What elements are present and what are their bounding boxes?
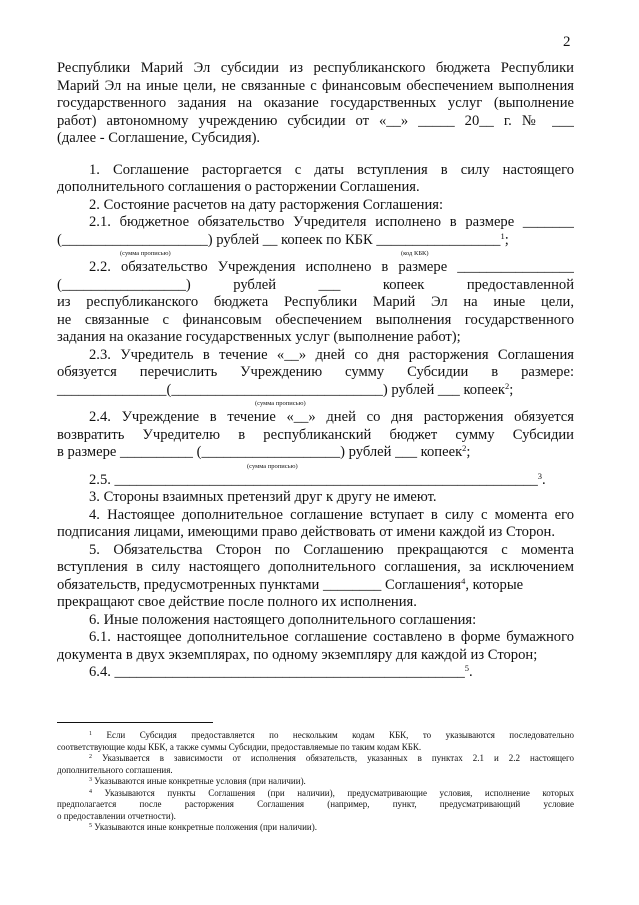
footnote-marker: 3 xyxy=(537,470,543,481)
footnotes xyxy=(57,730,574,834)
footnote-marker: 1 xyxy=(500,230,505,241)
field-caption: (сумма прописью) xyxy=(120,250,171,257)
line-text: Республики Марий Эл субсидии из республиканского бюджета Республики xyxy=(57,60,574,76)
line-text: подписания лицами, имеющими право действовать от имени каждой из Сторон. xyxy=(57,524,556,540)
line-tail: ; xyxy=(504,231,509,248)
footnote-text: дополнительного соглашения. xyxy=(57,764,173,775)
line-text: документа в двух экземплярах, по одному экземпляру для каждой из Сторон; xyxy=(57,646,538,663)
line-text: государственного задания на оказание государственных услуг (выполнение xyxy=(57,95,574,111)
line-text: (_________________) рублей ___ копеек предоставленной xyxy=(57,276,574,293)
footnote-number: 3 xyxy=(89,777,92,783)
footnote-line xyxy=(57,776,574,788)
text-line xyxy=(57,664,574,682)
footnote-marker: 4 xyxy=(461,575,466,586)
line-text: 6.1. настоящее дополнительное соглашение составлено в форме бумажного xyxy=(89,629,574,645)
text-line xyxy=(57,612,574,630)
line-text: 2.1. бюджетное обязательство Учредителя исполнено в размере _______ xyxy=(89,214,574,230)
footnote-line xyxy=(57,742,574,754)
text-line xyxy=(57,294,574,312)
line-text: 6.4. ________________________________________________ xyxy=(89,664,465,680)
agreement-body-text xyxy=(57,60,574,682)
field-caption-row xyxy=(57,249,574,259)
footnote-line xyxy=(57,753,574,765)
line-text: _______________(_____________________________) рублей ___ копеек xyxy=(57,381,505,398)
footnote-line xyxy=(57,799,574,811)
line-text: (далее - Соглашение, Субсидия). xyxy=(57,130,261,146)
text-line xyxy=(57,507,574,525)
text-line xyxy=(57,78,574,96)
line-text: 2.5. __________________________________________________________ xyxy=(89,471,538,488)
footnote-marker: 2 xyxy=(504,380,510,391)
line-text: 6. Иные положения настоящего дополнительного соглашения: xyxy=(89,611,477,628)
line-text: задания на оказание государственных услуг (выполнение работ); xyxy=(57,329,461,345)
footnote-text: Указываются иные конкретные положения (при наличии). xyxy=(94,822,317,832)
line-text: возвратить Учредителю в республиканский бюджет сумму Субсидии xyxy=(57,426,574,443)
text-line xyxy=(57,347,574,365)
text-line xyxy=(57,329,574,347)
text-line xyxy=(57,577,574,595)
footnote-line xyxy=(57,730,574,742)
text-line xyxy=(57,95,574,113)
field-caption: (код КБК) xyxy=(401,250,429,257)
line-text: обязуется перечислить Учреждению сумму Субсидии в размере: xyxy=(57,364,574,380)
line-text: дополнительного соглашения о расторжении Соглашения. xyxy=(57,179,420,195)
field-caption: (сумма прописью) xyxy=(255,400,306,407)
line-text: Марий Эл на иные цели, не связанные с финансовым обеспечением выполнения xyxy=(57,77,574,94)
text-line xyxy=(57,60,574,78)
footnote-text: Указывается в зависимости от исполнения обязательств, указанных в пунктах 2.1 и 2.2 настоящего xyxy=(102,753,574,763)
text-line xyxy=(57,542,574,560)
text-line xyxy=(57,559,574,577)
text-line xyxy=(57,277,574,295)
footnote-text: предполагается после расторжения Соглашения (например, пункт, предусматривающий условие xyxy=(57,799,574,809)
footnote-number: 5 xyxy=(89,823,92,829)
footnote-number: 2 xyxy=(89,754,92,760)
text-line xyxy=(57,409,574,427)
footnote-separator xyxy=(57,722,213,723)
line-text: в размере __________ (___________________) рублей ___ копеек xyxy=(57,444,463,460)
footnote-text: Указываются иные конкретные условия (при наличии). xyxy=(94,776,306,786)
footnote-marker: 2 xyxy=(462,443,467,453)
footnote-line xyxy=(57,765,574,777)
text-line xyxy=(57,472,574,490)
line-text: работ) автономному учреждению субсидии от «__» _____ 20__ г. № ___ xyxy=(57,112,574,129)
line-text: 2.3. Учредитель в течение «__» дней со дня расторжения Соглашения xyxy=(89,346,574,363)
footnote-line xyxy=(57,822,574,834)
line-text: из республиканского бюджета Республики Марий Эл на иные цели, xyxy=(57,294,574,310)
line-text: 5. Обязательства Сторон по Соглашению прекращаются с момента xyxy=(89,541,574,558)
text-line xyxy=(57,629,574,647)
line-tail: , которые xyxy=(465,576,524,593)
footnote-number: 4 xyxy=(89,788,92,795)
text-line xyxy=(57,259,574,277)
text-line xyxy=(57,647,574,665)
text-line xyxy=(57,214,574,232)
line-text: вступления в силу настоящего дополнительного соглашения, за исключением xyxy=(57,559,574,575)
line-text: прекращают свое действие после полного их исполнения. xyxy=(57,594,417,610)
line-text: 1. Соглашение расторгается с даты вступления в силу настоящего xyxy=(89,161,574,178)
line-text: 2. Состояние расчетов на дату расторжения Соглашения: xyxy=(89,196,444,213)
field-caption-row xyxy=(57,399,574,409)
line-text: 2.4. Учреждение в течение «__» дней со дня расторжения обязуется xyxy=(89,409,574,425)
line-text: 3. Стороны взаимных претензий друг к другу не имеют. xyxy=(89,489,437,505)
page-number: 2 xyxy=(563,34,571,50)
field-caption: (сумма прописью) xyxy=(247,462,298,470)
footnote-text: о предоставлении отчетности). xyxy=(57,810,176,821)
footnote-text: Указываются пункты Соглашения (при наличии), предусматривающие условия, исполнение которых xyxy=(104,787,574,798)
text-line xyxy=(57,130,574,148)
field-caption-row xyxy=(57,462,574,472)
footnote-line xyxy=(57,811,574,823)
paragraph-gap xyxy=(57,148,574,162)
line-tail: . xyxy=(542,471,546,488)
footnote-line xyxy=(57,788,574,800)
text-line xyxy=(57,427,574,445)
text-line xyxy=(57,179,574,197)
line-tail: ; xyxy=(466,444,471,460)
line-text: обязательств, предусмотренных пунктами ________ Соглашения xyxy=(57,576,462,593)
text-line xyxy=(57,113,574,131)
line-tail: . xyxy=(469,664,473,680)
text-line xyxy=(57,162,574,180)
text-line xyxy=(57,382,574,400)
line-tail: ; xyxy=(509,381,514,398)
text-line xyxy=(57,232,574,250)
text-line xyxy=(57,524,574,542)
text-line xyxy=(57,364,574,382)
line-text: 4. Настоящее дополнительное соглашение вступает в силу с момента его xyxy=(89,506,574,523)
footnote-text: Если Субсидия предоставляется по нескольким кодам КБК, то указываются последовательно xyxy=(106,730,574,740)
line-text: не связанные с финансовым обеспечением выполнения государственного xyxy=(57,311,574,328)
footnote-text: соответствующие коды КБК, а также суммы Субсидии, предоставляемые по таким кодам КБК. xyxy=(57,741,422,752)
text-line xyxy=(57,197,574,215)
footnote-number: 1 xyxy=(89,731,92,737)
text-line xyxy=(57,312,574,330)
text-line xyxy=(57,594,574,612)
text-line xyxy=(57,444,574,462)
line-text: (____________________) рублей __ копеек по КБК _________________ xyxy=(57,231,501,248)
line-text: 2.2. обязательство Учреждения исполнено в размере ________________ xyxy=(89,259,574,275)
text-line xyxy=(57,489,574,507)
footnote-marker: 5 xyxy=(464,663,470,673)
